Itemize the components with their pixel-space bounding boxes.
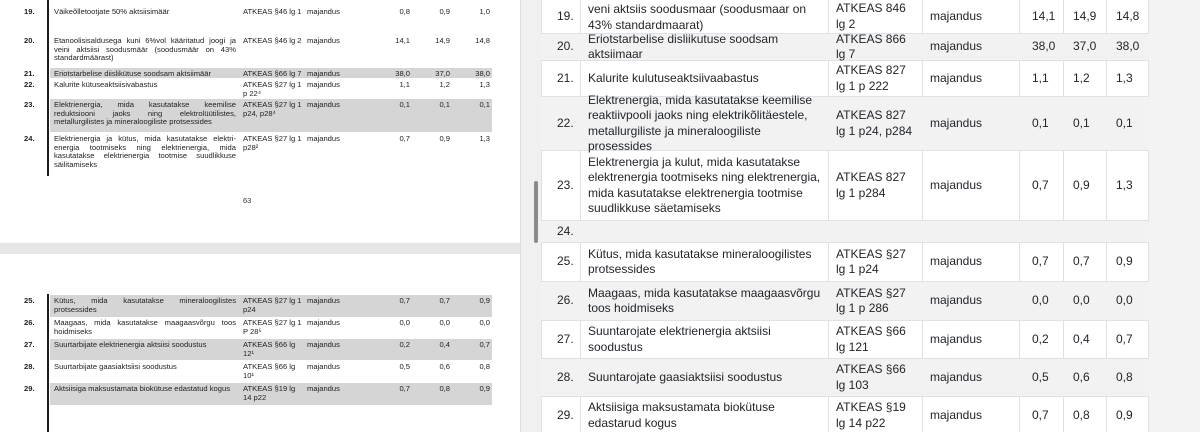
row-number: 24. <box>557 223 574 238</box>
row-value-3: 0,8 <box>479 362 490 371</box>
row-value-2: 0,7 <box>1073 254 1090 269</box>
row-reference: ATKEAS §19 lg 14 p22 <box>243 384 296 402</box>
row-value-2: 0,6 <box>439 362 450 371</box>
row-number: 25. <box>24 296 35 305</box>
row-value-1: 0,7 <box>399 384 410 393</box>
row-value-1: 0,7 <box>399 296 410 305</box>
row-number: 28. <box>557 369 574 384</box>
row-value-2: 0,7 <box>439 296 450 305</box>
row-name: Maagaas, mida kasutatakse maagaasvõrgu toos hoidmiseks <box>54 318 236 336</box>
row-reference: ATKEAS §27 lg 1 p24, p28⁴ <box>243 100 302 118</box>
row-value-3: 0,9 <box>479 384 490 393</box>
row-value-1: 0,1 <box>1032 115 1049 130</box>
table-row <box>541 321 1149 359</box>
row-name: Maagaas, mida kasutatakse maagaasvõrgu toos hoidmiseks <box>588 285 821 315</box>
row-value-2: 1,2 <box>1073 70 1090 85</box>
table-row <box>541 31 1149 61</box>
row-area: majandus <box>930 369 983 384</box>
row-number: 28. <box>24 362 35 371</box>
row-reference: ATKEAS 827 lg 1 p 222 <box>836 63 906 93</box>
row-value-3: 0,0 <box>479 318 490 327</box>
row-value-1: 38,0 <box>1032 39 1056 54</box>
row-value-3: 0,1 <box>479 100 490 109</box>
row-value-1: 14,1 <box>1032 8 1056 23</box>
row-number: 27. <box>24 340 35 349</box>
web-table-pane[interactable] <box>541 0 1149 432</box>
row-value-3: 1,3 <box>1116 177 1133 192</box>
row-value-2: 14,9 <box>435 36 450 45</box>
row-name: Eriotstarbelise diislikütuse soodsam aktsiimäär <box>54 69 211 78</box>
table-row <box>541 359 1149 397</box>
row-number: 21. <box>24 69 35 78</box>
row-area: majandus <box>307 69 340 78</box>
row-number: 26. <box>557 293 574 308</box>
row-name: Aktsiisiga maksustamata biokütuse edastatud kogus <box>54 384 231 393</box>
row-value-1: 0,2 <box>1032 331 1049 346</box>
row-value-2: 37,0 <box>435 69 450 78</box>
pdf-page-number: 63 <box>243 196 252 205</box>
row-area: majandus <box>930 407 983 422</box>
row-reference: ATKEAS §66 lg 121 <box>836 324 906 354</box>
row-value-2: 37,0 <box>1073 39 1097 54</box>
row-name: Elektrienergia ja kütus, mida kasutatakse elektri-energia tootmiseks ning elektrienergia, mida kasutatakse elektrienergia tootmise suudlikkuse säilitamiseks <box>54 134 236 169</box>
row-reference: ATKEAS §46 lg 1 <box>243 7 302 16</box>
row-name: Etanoolisisaldusega kuni 6%vol kääritatud joogi ja veini aktsiisi soodusmäär (soodusmäär on 43% standardmäärast) <box>54 36 236 63</box>
row-area: majandus <box>307 384 340 393</box>
row-reference: ATKEAS §27 lg 1 p24 <box>243 296 302 314</box>
row-name: Eriotstarbelise disliikutuse soodsam aktsiimaar <box>588 31 779 61</box>
row-number: 27. <box>557 331 574 346</box>
row-value-1: 0,0 <box>399 318 410 327</box>
row-value-3: 0,1 <box>1116 115 1133 130</box>
window-gutter <box>1149 0 1200 432</box>
row-value-1: 0,8 <box>399 7 410 16</box>
row-value-1: 38,0 <box>395 69 410 78</box>
row-area: majandus <box>930 8 983 23</box>
row-area: majandus <box>307 134 340 143</box>
row-name: Elektrenergia ja kulut, mida kasutatakse elektrenergia tootmiseks ning elektrenergia, mida kasutatakse elektrenergia tootmise suudlikkuse säetamiseks <box>588 154 821 215</box>
row-number: 20. <box>24 36 35 45</box>
row-number: 26. <box>24 318 35 327</box>
row-number: 24. <box>24 134 35 143</box>
row-value-3: 1,0 <box>479 7 490 16</box>
row-area: majandus <box>307 7 340 16</box>
row-reference: ATKEAS 827 lg 1 p284 <box>836 170 906 200</box>
row-number: 19. <box>557 8 574 23</box>
row-value-1: 0,5 <box>1032 369 1049 384</box>
row-number: 23. <box>557 177 574 192</box>
row-name: Suuntarojate elektrienergia aktsiisi soodustus <box>588 324 771 354</box>
row-value-3: 0,9 <box>1116 407 1133 422</box>
row-value-3: 0,9 <box>1116 254 1133 269</box>
row-area: majandus <box>930 39 983 54</box>
table-row <box>541 243 1149 282</box>
row-name: Suurtarbijate gaasiaktsiisi soodustus <box>54 362 177 371</box>
row-value-1: 0,7 <box>399 134 410 143</box>
row-number: 19. <box>24 7 35 16</box>
row-reference: ATKEAS §27 lg 1 p 22⁴ <box>243 80 302 98</box>
row-area: majandus <box>307 100 340 109</box>
row-value-2: 0,4 <box>1073 331 1090 346</box>
pane-splitter-handle[interactable] <box>534 181 538 243</box>
row-name: Aktsiisiga maksustamata biokütuse edastarud kogus <box>588 400 775 430</box>
pdf-table-left-rule <box>47 294 49 432</box>
row-name: Kütus, mida kasutatakse mineraloogilistes protsessides <box>54 296 236 314</box>
row-value-2: 0,8 <box>439 384 450 393</box>
row-value-1: 0,1 <box>399 100 410 109</box>
row-name: Kütus, mida kasutatakse mineraloogilistes protsessides <box>588 246 812 276</box>
row-value-3: 0,8 <box>1116 369 1133 384</box>
row-reference: ATKEAS 866 lg 7 <box>836 31 906 61</box>
row-name: Kalurite kütuseaktsiisivabastus <box>54 80 158 89</box>
row-value-1: 0,5 <box>399 362 410 371</box>
row-value-2: 0,0 <box>1073 293 1090 308</box>
row-number: 22. <box>557 115 574 130</box>
row-value-2: 0,1 <box>439 100 450 109</box>
row-value-3: 0,7 <box>479 340 490 349</box>
table-row <box>541 221 1149 243</box>
table-row <box>541 0 1149 34</box>
table-row <box>541 151 1149 221</box>
row-value-2: 1,2 <box>439 80 450 89</box>
row-value-1: 0,7 <box>1032 407 1049 422</box>
table-row <box>541 397 1149 432</box>
row-value-3: 0,0 <box>1116 293 1133 308</box>
table-row <box>541 92 1149 153</box>
row-reference: ATKEAS §27 lg 1 p28² <box>243 134 302 152</box>
row-value-1: 14,1 <box>395 36 410 45</box>
row-value-1: 1,1 <box>399 80 410 89</box>
pdf-page-64 <box>0 254 520 432</box>
row-name: Elektrienergia, mida kasutatakse keemilise reduktsiooni jaoks ning elektrolüütilistes, metallurgilistes ja mineraloogiliste protsessides <box>54 100 236 127</box>
pdf-viewer-pane[interactable] <box>0 0 520 432</box>
row-reference: ATKEAS 846 lg 2 <box>836 1 906 31</box>
row-number: 21. <box>557 70 574 85</box>
pdf-table-left-rule <box>47 0 49 176</box>
row-area: majandus <box>930 331 983 346</box>
row-value-3: 14,8 <box>1116 8 1140 23</box>
row-value-1: 0,7 <box>1032 254 1049 269</box>
pdf-page-63 <box>0 0 520 243</box>
row-area: majandus <box>307 318 340 327</box>
row-area: majandus <box>307 36 340 45</box>
row-value-3: 38,0 <box>475 69 490 78</box>
row-value-2: 0,9 <box>439 7 450 16</box>
row-value-2: 14,9 <box>1073 8 1097 23</box>
row-number: 25. <box>557 254 574 269</box>
row-name: Suurtarbijate elektrienergia aktsiisi soodustus <box>54 340 207 349</box>
row-value-2: 0,9 <box>1073 177 1090 192</box>
row-area: majandus <box>307 296 340 305</box>
row-area: majandus <box>930 254 983 269</box>
row-value-2: 0,9 <box>439 134 450 143</box>
row-reference: ATKEAS §19 lg 14 p22 <box>836 400 906 430</box>
row-area: majandus <box>930 115 983 130</box>
row-reference: ATKEAS 827 lg 1 p24, p284 <box>836 108 913 138</box>
row-name <box>588 221 826 242</box>
row-area: majandus <box>307 362 340 371</box>
row-value-3: 14,8 <box>475 36 490 45</box>
row-area: majandus <box>930 177 983 192</box>
row-reference: ATKEAS §27 lg 1 p24 <box>836 246 906 276</box>
row-value-3: 0,7 <box>1116 331 1133 346</box>
row-value-3: 1,3 <box>479 80 490 89</box>
row-value-2: 0,4 <box>439 340 450 349</box>
row-name: Suuntarojate gaasiaktsiisi soodustus <box>588 369 783 384</box>
row-value-1: 0,2 <box>399 340 410 349</box>
row-value-3: 38,0 <box>1116 39 1140 54</box>
row-reference: ATKEAS §66 lg 7 <box>243 69 302 78</box>
row-reference: ATKEAS §27 lg 1 P 28⁵ <box>243 318 302 336</box>
row-number: 20. <box>557 39 574 54</box>
row-value-1: 1,1 <box>1032 70 1049 85</box>
row-reference: ATKEAS §66 lg 10¹ <box>243 362 296 380</box>
row-name: Väikeõlletootjate 50% aktsiisimäär <box>54 7 170 16</box>
row-area: majandus <box>930 70 983 85</box>
row-value-1: 0,7 <box>1032 177 1049 192</box>
row-number: 29. <box>24 384 35 393</box>
row-area: majandus <box>307 80 340 89</box>
row-value-2: 0,1 <box>1073 115 1090 130</box>
row-value-3: 0,9 <box>479 296 490 305</box>
row-area: majandus <box>930 293 983 308</box>
row-number: 22. <box>24 80 35 89</box>
row-name: Elektrenergia, mida kasutatakse keemilise reaktiivpooli jaoks ning elektrikõlitäestele, metallurgiliste ja mineraloogiliste prosessides <box>588 92 813 153</box>
row-value-3: 1,3 <box>479 134 490 143</box>
row-number: 23. <box>24 100 35 109</box>
row-reference: ATKEAS §66 lg 12¹ <box>243 340 296 358</box>
row-value-2: 0,6 <box>1073 369 1090 384</box>
row-name: veni aktsiis soodusmaar (soodusmaar on 43% standardmaarat) <box>588 2 807 32</box>
row-name: Kalurite kulutuseaktsiivaabastus <box>588 70 759 85</box>
row-reference: ATKEAS §27 lg 1 p 286 <box>836 285 906 315</box>
row-reference: ATKEAS §66 lg 103 <box>836 362 906 392</box>
row-value-2: 0,8 <box>1073 407 1090 422</box>
row-reference: ATKEAS §46 lg 2 <box>243 36 302 45</box>
row-area: majandus <box>307 340 340 349</box>
row-value-3: 1,3 <box>1116 70 1133 85</box>
row-value-1: 0,0 <box>1032 293 1049 308</box>
table-row <box>541 282 1149 321</box>
row-number: 29. <box>557 407 574 422</box>
row-value-2: 0,0 <box>439 318 450 327</box>
